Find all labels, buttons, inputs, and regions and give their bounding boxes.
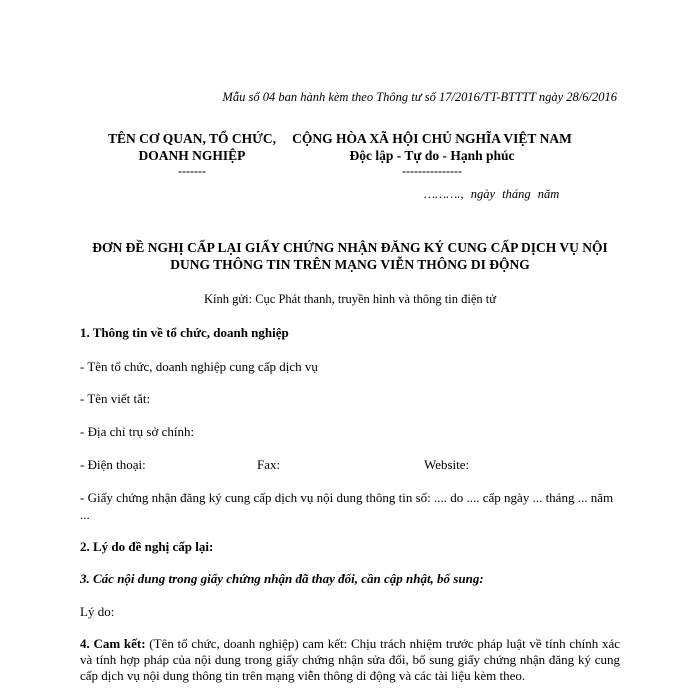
title-line-1: ĐƠN ĐỀ NGHỊ CẤP LẠI GIẤY CHỨNG NHẬN ĐĂNG KÝ CUNG CẤP DỊCH VỤ NỘI [92,240,608,255]
section-3-heading: 3. Các nội dung trong giấy chứng nhận đã thay đổi, cần cập nhật, bổ sung: [80,571,484,586]
country-name: CỘNG HÒA XÃ HỘI CHỦ NGHĨA VIỆT NAM [292,131,572,146]
org-line-2: DOANH NGHIỆP [138,148,246,163]
certificate-field: - Giấy chứng nhận đăng ký cung cấp dịch vụ nội dung thông tin số: .... do .... cấp ngày ... tháng ... năm ... [80,490,614,522]
section-2-heading: 2. Lý do đề nghị cấp lại: [80,539,214,554]
national-header [282,130,582,178]
phone-field: - Điện thoại: [80,457,146,472]
short-name-field: - Tên viết tắt: [80,391,151,406]
commitment-paragraph [80,636,620,684]
fax-field: Fax: [257,457,281,472]
org-dashes: ------- [178,164,206,178]
commitment-heading: 4. Cam kết: [80,636,146,651]
commitment-body: (Tên tổ chức, doanh nghiệp) cam kết: Chịu trách nhiệm trước pháp luật về tính chính xác và tính hợp pháp của nội dung trong giấy chứng nhận sửa đổi, bổ sung giấy chứng nhận đăng ký cung cấp dịch vụ nội dung thông tin trên mạng viễn thông di động và các tài liệu kèm theo. [80,636,620,683]
org-line-1: TÊN CƠ QUAN, TỔ CHỨC, [107,131,276,146]
motto: Độc lập - Tự do - Hạnh phúc [349,148,515,163]
section-1-heading: 1. Thông tin về tổ chức, doanh nghiệp [80,325,289,340]
org-name-field: - Tên tổ chức, doanh nghiệp cung cấp dịch vụ [80,359,318,374]
organization-header [107,130,277,178]
title-line-2: DUNG THÔNG TIN TRÊN MẠNG VIỄN THÔNG DI ĐỘNG [170,257,530,272]
place-date-line: ………., ngày tháng năm [424,187,560,201]
recipient-line: Kính gửi: Cục Phát thanh, truyền hình và thông tin điện tử [204,292,496,306]
document-title [90,239,610,273]
reason-field: Lý do: [80,604,115,619]
website-field: Website: [424,457,470,472]
address-field: - Địa chỉ trụ sở chính: [80,424,195,439]
motto-dashes: --------------- [402,164,462,178]
form-note: Mẫu số 04 ban hành kèm theo Thông tư số 17/2016/TT-BTTTT ngày 28/6/2016 [222,90,617,104]
